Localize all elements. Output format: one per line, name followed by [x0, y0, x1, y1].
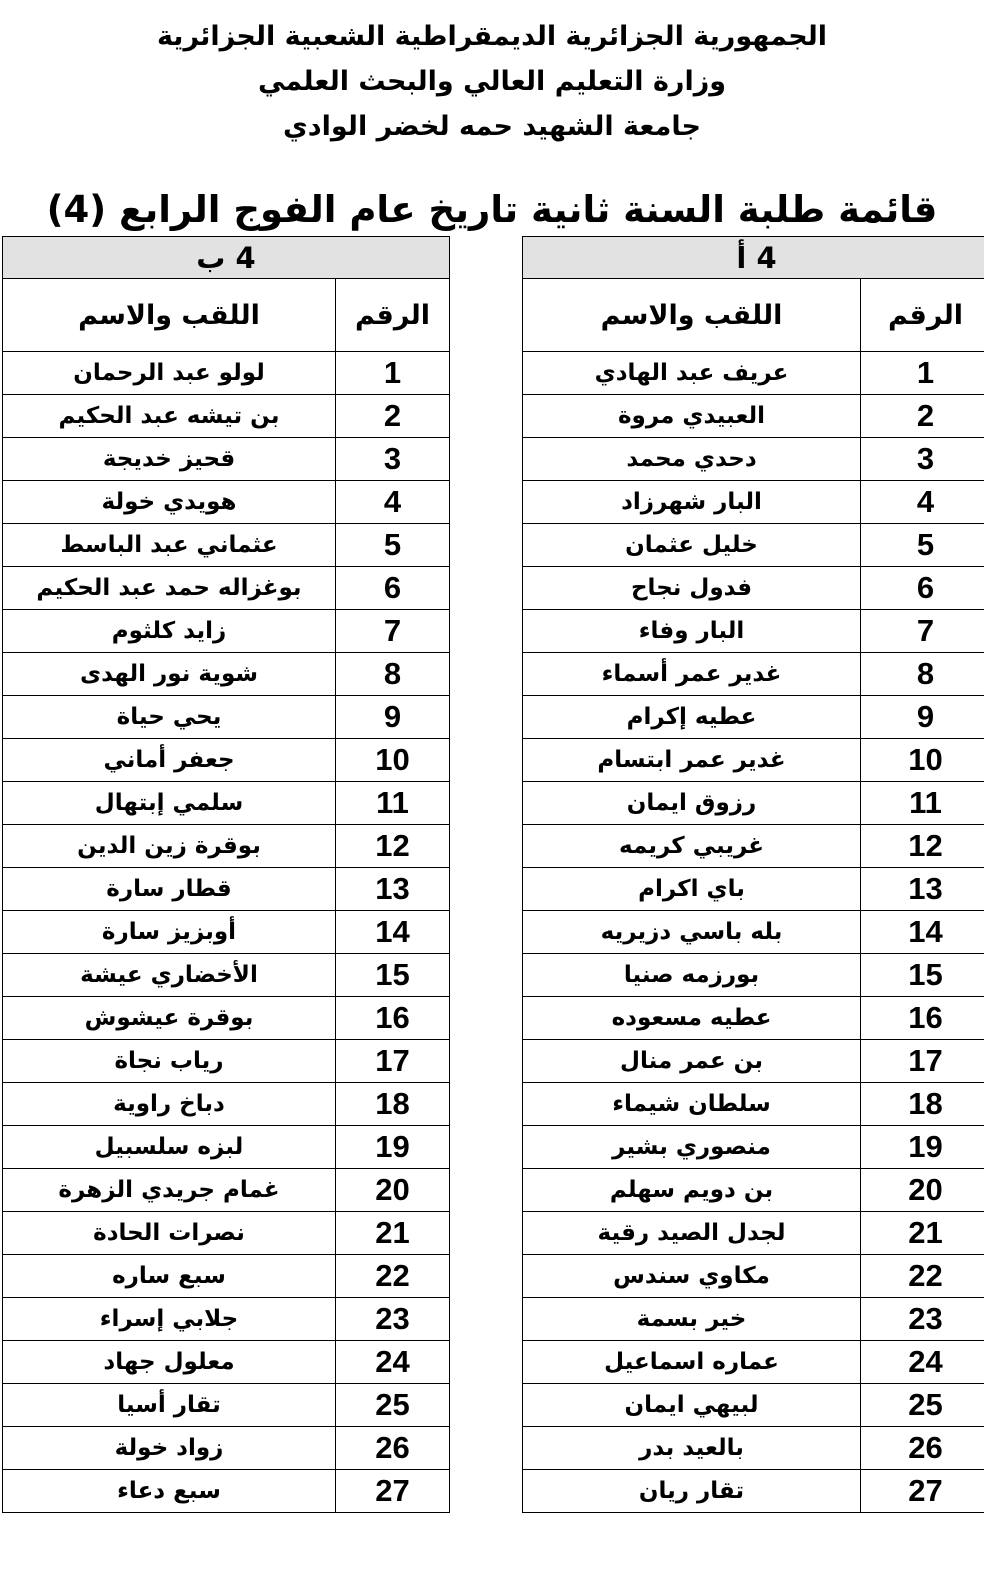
- student-name: العبيدي مروة: [523, 395, 861, 438]
- student-name: جعفر أماني: [3, 739, 336, 782]
- row-number: 17: [336, 1040, 450, 1083]
- student-name: تقار أسيا: [3, 1384, 336, 1427]
- document-header: [0, 14, 984, 149]
- row-number: 26: [861, 1427, 984, 1470]
- table-row: [3, 954, 450, 997]
- table-row: [3, 1040, 450, 1083]
- table-row: [3, 1427, 450, 1470]
- student-name: بوغزاله حمد عبد الحكيم: [3, 567, 336, 610]
- student-name: شوية نور الهدى: [3, 653, 336, 696]
- table-row: [523, 739, 984, 782]
- row-number: 21: [861, 1212, 984, 1255]
- row-number: 7: [336, 610, 450, 653]
- page-title: قائمة طلبة السنة ثانية تاريخ عام الفوج الرابع (4): [46, 188, 938, 231]
- student-name: بن تيشه عبد الحكيم: [3, 395, 336, 438]
- row-number: 24: [336, 1341, 450, 1384]
- table-row: [3, 825, 450, 868]
- student-name: غريبي كريمه: [523, 825, 861, 868]
- group-b-number-header: الرقم: [336, 279, 450, 352]
- table-row: [3, 524, 450, 567]
- group-b-rows: [3, 352, 450, 1513]
- header-ministry: وزارة التعليم العالي والبحث العلمي: [257, 66, 727, 97]
- table-row: [3, 696, 450, 739]
- row-number: 9: [861, 696, 984, 739]
- table-row: [523, 868, 984, 911]
- student-name: غمام جريدي الزهرة: [3, 1169, 336, 1212]
- student-name: عماره اسماعيل: [523, 1341, 861, 1384]
- row-number: 20: [861, 1169, 984, 1212]
- student-name: عطيه إكرام: [523, 696, 861, 739]
- student-name: لبيهي ايمان: [523, 1384, 861, 1427]
- table-row: [523, 481, 984, 524]
- student-name: غدير عمر ابتسام: [523, 739, 861, 782]
- table-row: [523, 395, 984, 438]
- row-number: 24: [861, 1341, 984, 1384]
- row-number: 12: [861, 825, 984, 868]
- row-number: 22: [336, 1255, 450, 1298]
- row-number: 1: [861, 352, 984, 395]
- student-name: البار شهرزاد: [523, 481, 861, 524]
- row-number: 19: [861, 1126, 984, 1169]
- student-name: فدول نجاح: [523, 567, 861, 610]
- row-number: 25: [861, 1384, 984, 1427]
- student-name: دحدي محمد: [523, 438, 861, 481]
- student-name: بوقرة زين الدين: [3, 825, 336, 868]
- row-number: 2: [336, 395, 450, 438]
- group-a-name-header: اللقب والاسم: [523, 279, 861, 352]
- row-number: 9: [336, 696, 450, 739]
- student-name: رياب نجاة: [3, 1040, 336, 1083]
- student-name: نصرات الحادة: [3, 1212, 336, 1255]
- row-number: 26: [336, 1427, 450, 1470]
- table-row: [523, 1341, 984, 1384]
- table-row: [523, 1255, 984, 1298]
- table-row: [523, 696, 984, 739]
- row-number: 3: [336, 438, 450, 481]
- table-row: [523, 653, 984, 696]
- student-name: رزوق ايمان: [523, 782, 861, 825]
- row-number: 27: [336, 1470, 450, 1513]
- table-row: [3, 1169, 450, 1212]
- student-name: قحيز خديجة: [3, 438, 336, 481]
- student-name: دباخ راوية: [3, 1083, 336, 1126]
- student-name: منصوري بشير: [523, 1126, 861, 1169]
- row-number: 6: [336, 567, 450, 610]
- table-row: [3, 1083, 450, 1126]
- student-name: أوبزيز سارة: [3, 911, 336, 954]
- student-name: معلول جهاد: [3, 1341, 336, 1384]
- row-number: 8: [861, 653, 984, 696]
- row-number: 8: [336, 653, 450, 696]
- table-row: [3, 782, 450, 825]
- table-row: [3, 1470, 450, 1513]
- row-number: 23: [336, 1298, 450, 1341]
- student-name: سلطان شيماء: [523, 1083, 861, 1126]
- student-name: خليل عثمان: [523, 524, 861, 567]
- student-name: تقار ريان: [523, 1470, 861, 1513]
- row-number: 25: [336, 1384, 450, 1427]
- table-row: [523, 524, 984, 567]
- student-name: زايد كلثوم: [3, 610, 336, 653]
- student-name: خير بسمة: [523, 1298, 861, 1341]
- student-name: زواد خولة: [3, 1427, 336, 1470]
- row-number: 18: [336, 1083, 450, 1126]
- row-number: 12: [336, 825, 450, 868]
- student-name: هويدي خولة: [3, 481, 336, 524]
- table-row: [523, 1040, 984, 1083]
- table-row: [3, 395, 450, 438]
- student-name: سبع ساره: [3, 1255, 336, 1298]
- table-row: [523, 997, 984, 1040]
- row-number: 10: [861, 739, 984, 782]
- student-name: لبزه سلسبيل: [3, 1126, 336, 1169]
- row-number: 10: [336, 739, 450, 782]
- row-number: 2: [861, 395, 984, 438]
- table-row: [523, 1126, 984, 1169]
- table-row: [523, 1083, 984, 1126]
- student-name: عريف عبد الهادي: [523, 352, 861, 395]
- row-number: 7: [861, 610, 984, 653]
- table-row: [3, 610, 450, 653]
- header-country: الجمهورية الجزائرية الديمقراطية الشعبية الجزائرية: [156, 21, 828, 52]
- header-university: جامعة الشهيد حمه لخضر الوادي: [283, 111, 701, 142]
- table-row: [523, 352, 984, 395]
- table-row: [3, 1384, 450, 1427]
- row-number: 16: [336, 997, 450, 1040]
- group-a-number-header: الرقم: [861, 279, 984, 352]
- table-row: [3, 868, 450, 911]
- row-number: 1: [336, 352, 450, 395]
- table-row: [523, 1298, 984, 1341]
- row-number: 11: [861, 782, 984, 825]
- student-name: لجدل الصيد رقية: [523, 1212, 861, 1255]
- table-row: [3, 653, 450, 696]
- row-number: 5: [861, 524, 984, 567]
- row-number: 20: [336, 1169, 450, 1212]
- table-row: [3, 1126, 450, 1169]
- table-row: [523, 438, 984, 481]
- table-row: [523, 954, 984, 997]
- table-row: [523, 1470, 984, 1513]
- student-name: بله باسي دزيريه: [523, 911, 861, 954]
- row-number: 4: [336, 481, 450, 524]
- table-row: [3, 1298, 450, 1341]
- student-name: بن دويم سهلم: [523, 1169, 861, 1212]
- student-name: بورزمه صنيا: [523, 954, 861, 997]
- row-number: 23: [861, 1298, 984, 1341]
- table-row: [523, 1427, 984, 1470]
- row-number: 21: [336, 1212, 450, 1255]
- student-name: بن عمر منال: [523, 1040, 861, 1083]
- row-number: 16: [861, 997, 984, 1040]
- row-number: 15: [336, 954, 450, 997]
- student-name: بوقرة عيشوش: [3, 997, 336, 1040]
- table-row: [523, 911, 984, 954]
- student-name: لولو عبد الرحمان: [3, 352, 336, 395]
- table-row: [3, 1255, 450, 1298]
- group-a-rows: [523, 352, 984, 1513]
- table-row: [3, 1341, 450, 1384]
- row-number: 4: [861, 481, 984, 524]
- table-row: [3, 1212, 450, 1255]
- student-name: باي اكرام: [523, 868, 861, 911]
- table-row: [523, 1212, 984, 1255]
- student-name: غدير عمر أسماء: [523, 653, 861, 696]
- group-a-label: 4 أ: [523, 237, 984, 279]
- table-row: [3, 567, 450, 610]
- row-number: 3: [861, 438, 984, 481]
- row-number: 14: [861, 911, 984, 954]
- table-row: [523, 567, 984, 610]
- table-row: [523, 825, 984, 868]
- row-number: 13: [336, 868, 450, 911]
- student-name: الأخضاري عيشة: [3, 954, 336, 997]
- student-name: بالعيد بدر: [523, 1427, 861, 1470]
- table-row: [523, 1169, 984, 1212]
- group-b-name-header: اللقب والاسم: [3, 279, 336, 352]
- row-number: 6: [861, 567, 984, 610]
- group-b-label: 4 ب: [3, 237, 450, 279]
- table-row: [523, 782, 984, 825]
- student-name: مكاوي سندس: [523, 1255, 861, 1298]
- student-name: قطار سارة: [3, 868, 336, 911]
- row-number: 15: [861, 954, 984, 997]
- row-number: 5: [336, 524, 450, 567]
- row-number: 22: [861, 1255, 984, 1298]
- row-number: 27: [861, 1470, 984, 1513]
- table-row: [3, 911, 450, 954]
- group-a-table: [522, 236, 984, 1513]
- table-row: [523, 1384, 984, 1427]
- row-number: 13: [861, 868, 984, 911]
- table-row: [3, 438, 450, 481]
- row-number: 11: [336, 782, 450, 825]
- student-name: عطيه مسعوده: [523, 997, 861, 1040]
- row-number: 17: [861, 1040, 984, 1083]
- group-b-table: [2, 236, 450, 1513]
- table-row: [3, 739, 450, 782]
- student-name: عثماني عبد الباسط: [3, 524, 336, 567]
- student-name: يحي حياة: [3, 696, 336, 739]
- student-name: البار وفاء: [523, 610, 861, 653]
- table-row: [3, 352, 450, 395]
- row-number: 18: [861, 1083, 984, 1126]
- table-row: [3, 481, 450, 524]
- row-number: 19: [336, 1126, 450, 1169]
- table-row: [3, 997, 450, 1040]
- row-number: 14: [336, 911, 450, 954]
- student-name: سبع دعاء: [3, 1470, 336, 1513]
- student-name: سلمي إبتهال: [3, 782, 336, 825]
- table-row: [523, 610, 984, 653]
- student-name: جلابي إسراء: [3, 1298, 336, 1341]
